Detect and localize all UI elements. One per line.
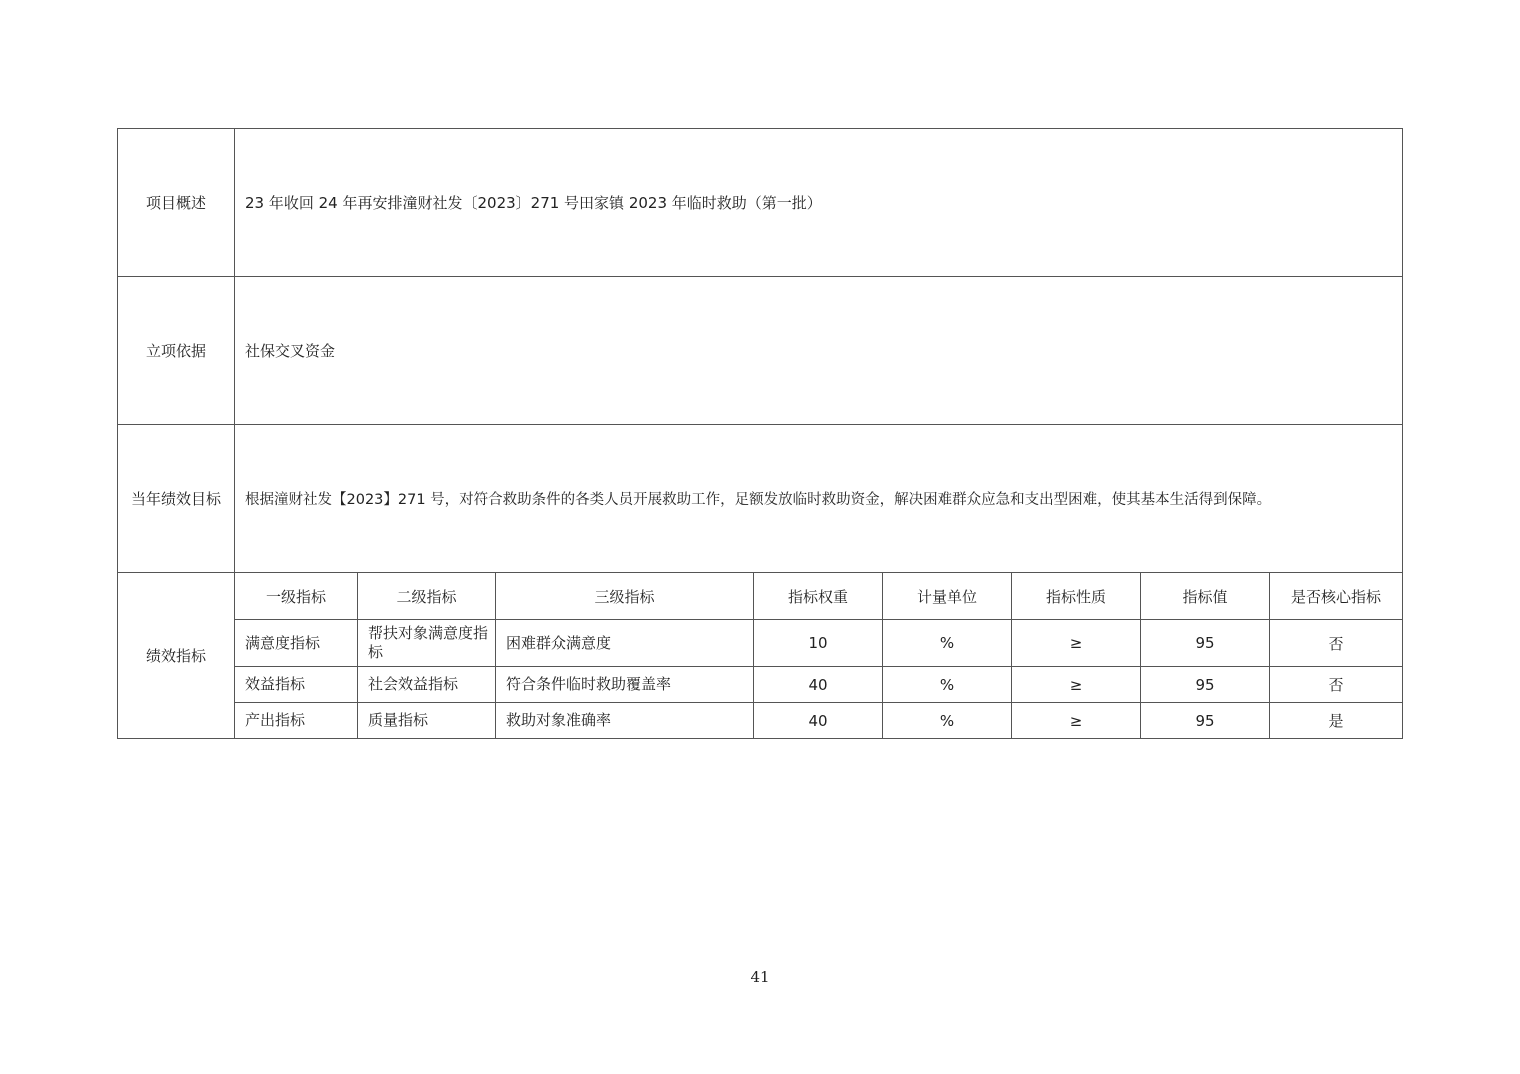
basis-row <box>118 277 1403 425</box>
header-level3: 三级指标 <box>496 573 754 620</box>
cell-value: 95 <box>1141 703 1270 739</box>
cell-nature: ≥ <box>1012 667 1141 703</box>
header-nature: 指标性质 <box>1012 573 1141 620</box>
cell-weight: 40 <box>754 703 883 739</box>
overview-value: 23 年收回 24 年再安排潼财社发〔2023〕271 号田家镇 2023 年临时救助（第一批） <box>235 129 1403 277</box>
cell-level1: 产出指标 <box>235 703 358 739</box>
page-number: 41 <box>750 968 770 986</box>
header-core: 是否核心指标 <box>1270 573 1403 620</box>
basis-label: 立项依据 <box>118 277 235 425</box>
table-row <box>118 620 1403 667</box>
goal-value: 根据潼财社发【2023】271 号，对符合救助条件的各类人员开展救助工作，足额发放临时救助资金，解决困难群众应急和支出型困难，使其基本生活得到保障。 <box>235 425 1403 573</box>
goal-row <box>118 425 1403 573</box>
cell-level2: 社会效益指标 <box>358 667 496 703</box>
goal-label: 当年绩效目标 <box>118 425 235 573</box>
indicators-label: 绩效指标 <box>118 573 235 739</box>
cell-weight: 40 <box>754 667 883 703</box>
performance-table <box>117 128 1403 739</box>
header-level1: 一级指标 <box>235 573 358 620</box>
header-value: 指标值 <box>1141 573 1270 620</box>
cell-weight: 10 <box>754 620 883 667</box>
cell-core: 否 <box>1270 667 1403 703</box>
cell-unit: % <box>883 703 1012 739</box>
cell-core: 是 <box>1270 703 1403 739</box>
cell-unit: % <box>883 620 1012 667</box>
overview-row <box>118 129 1403 277</box>
cell-level1: 效益指标 <box>235 667 358 703</box>
cell-value: 95 <box>1141 620 1270 667</box>
cell-nature: ≥ <box>1012 703 1141 739</box>
cell-level2: 质量指标 <box>358 703 496 739</box>
cell-level3: 困难群众满意度 <box>496 620 754 667</box>
cell-level1: 满意度指标 <box>235 620 358 667</box>
indicator-header-row <box>118 573 1403 620</box>
cell-value: 95 <box>1141 667 1270 703</box>
cell-level3: 救助对象准确率 <box>496 703 754 739</box>
cell-level2: 帮扶对象满意度指标 <box>358 620 496 667</box>
header-unit: 计量单位 <box>883 573 1012 620</box>
cell-unit: % <box>883 667 1012 703</box>
cell-core: 否 <box>1270 620 1403 667</box>
cell-level3: 符合条件临时救助覆盖率 <box>496 667 754 703</box>
overview-label: 项目概述 <box>118 129 235 277</box>
cell-nature: ≥ <box>1012 620 1141 667</box>
table-row <box>118 703 1403 739</box>
basis-value: 社保交叉资金 <box>235 277 1403 425</box>
header-level2: 二级指标 <box>358 573 496 620</box>
table-row <box>118 667 1403 703</box>
header-weight: 指标权重 <box>754 573 883 620</box>
